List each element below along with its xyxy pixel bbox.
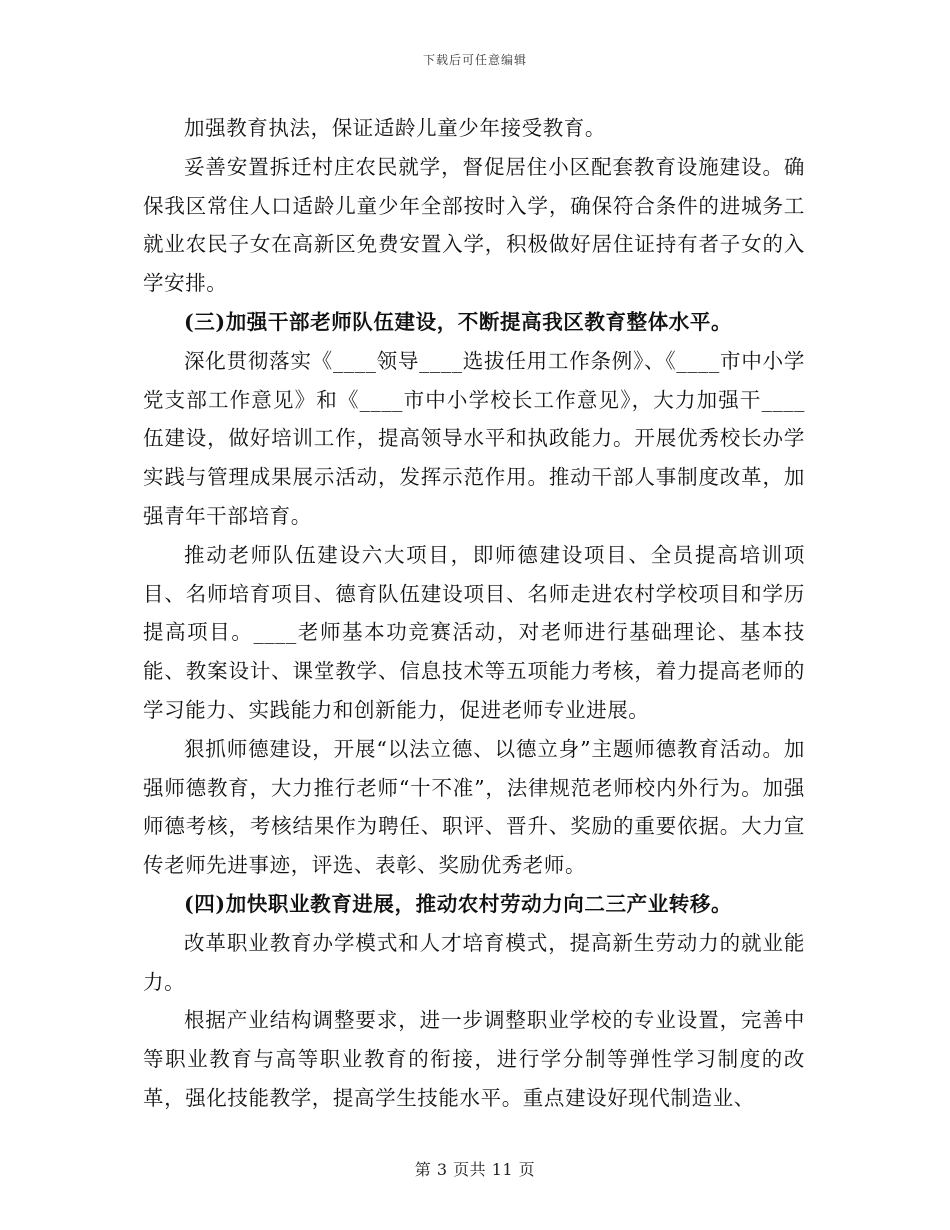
paragraph: 根据产业结构调整要求，进一步调整职业学校的专业设置，完善中等职业教育与高等职业教育的衔接，进行学分制等弹性学习制度的改革，强化技能教学，提高学生技能水平。重点建设好现代制造业、 [143,1008,805,1110]
paragraph: 妥善安置拆迁村庄农民就学，督促居住小区配套教育设施建设。确保我区常住人口适龄儿童少年全部按时入学，确保符合条件的进城务工就业农民子女在高新区免费安置入学，积极做好居住证持有者子女的入学安排。 [143,154,805,296]
paragraph: 加强教育执法，保证适龄儿童少年接受教育。 [184,116,606,140]
section-heading: (三)加强干部老师队伍建设，不断提高我区教育整体水平。 [184,309,733,334]
paragraph: 推动老师队伍建设六大项目，即师德建设项目、全员提高培训项目、名师培育项目、德育队伍建设项目、名师走进农村学校项目和学历提高项目。____老师基本功竞赛活动，对老师进行基础理论、基本技能、教案设计、课堂教学、信息技术等五项能力考核，着力提高老师的学习能力、实践能力和创新能力，促进老师专业进展。 [143,542,805,722]
document-body [143,109,805,1118]
page-number: 第 3 页共 11 页 [414,1160,536,1179]
section-heading: (四)加快职业教育进展，推动农村劳动力向二三产业转移。 [184,891,733,916]
paragraph: 改革职业教育办学模式和人才培育模式，提高新生劳动力的就业能力。 [143,930,805,994]
paragraph: 狠抓师德建设，开展“以法立德、以德立身”主题师德教育活动。加强师德教育，大力推行老师“十不准”，法律规范老师校内外行为。加强师德考核，考核结果作为聘任、职评、晋升、奖励的重要依据。大力宣传老师先进事迹，评选、表彰、奖励优秀老师。 [143,736,805,878]
header-note: 下载后可任意编辑 [422,53,527,67]
paragraph: 深化贯彻落实《____领导____选拔任用工作条例》、《____市中小学党支部工作意见》和《____市中小学校长工作意见》，大力加强干____伍建设，做好培训工作，提高领导水平和执政能力。开展优秀校长办学实践与管理成果展示活动，发挥示范作用。推动干部人事制度改革，加强青年干部培育。 [143,348,805,528]
